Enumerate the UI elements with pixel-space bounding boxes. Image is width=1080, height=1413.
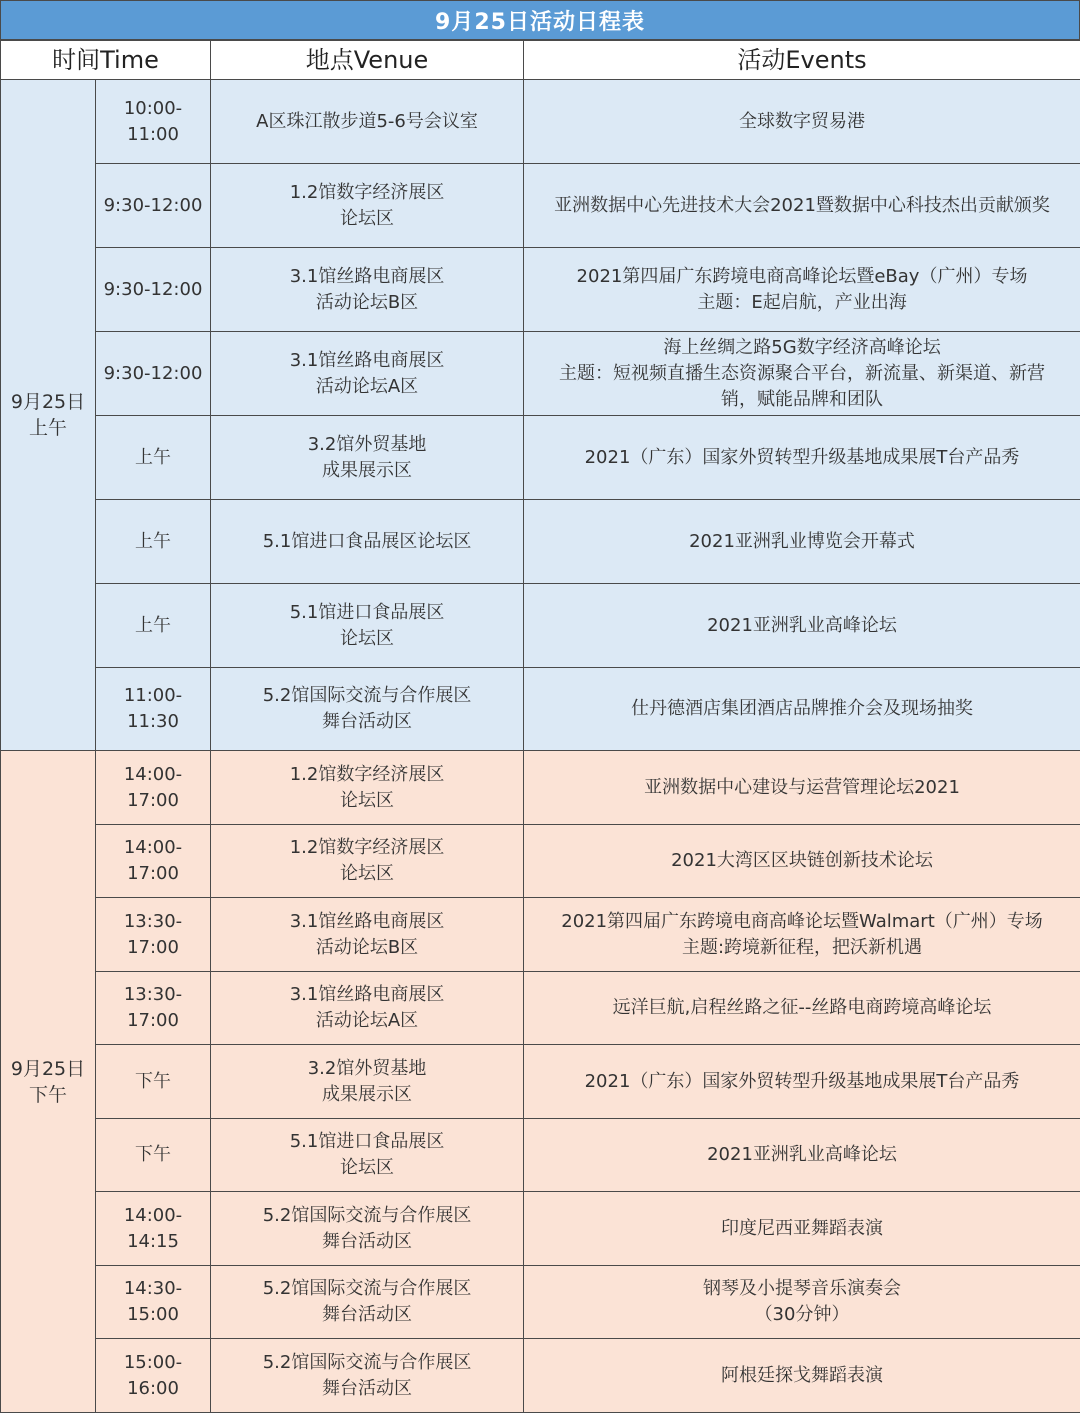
schedule-row <box>1 416 1080 500</box>
text-line: 成果展示区 <box>217 1082 517 1108</box>
schedule-row <box>1 500 1080 584</box>
text-line: 5.2馆国际交流与合作展区 <box>217 1276 517 1302</box>
text-line: 论坛区 <box>217 1155 517 1181</box>
event-cell <box>524 972 1080 1045</box>
text-line: 5.1馆进口食品展区论坛区 <box>217 529 517 555</box>
text-line: 3.1馆丝路电商展区 <box>217 909 517 935</box>
event-cell <box>524 898 1080 972</box>
text-line: 9月25日 <box>7 389 89 415</box>
text-line: 舞台活动区 <box>217 1376 517 1402</box>
text-line: 销，赋能品牌和团队 <box>530 387 1074 413</box>
text-line: 5.2馆国际交流与合作展区 <box>217 1203 517 1229</box>
event-cell <box>524 416 1080 500</box>
text-line: 2021大湾区区块链创新技术论坛 <box>530 848 1074 874</box>
event-cell <box>524 1045 1080 1119</box>
event-cell <box>524 1339 1080 1413</box>
text-line: 3.2馆外贸基地 <box>217 432 517 458</box>
text-line: 2021亚洲乳业博览会开幕式 <box>530 529 1074 555</box>
text-line: 亚洲数据中心建设与运营管理论坛2021 <box>530 775 1074 801</box>
schedule-row <box>1 898 1080 972</box>
schedule-row <box>1 1119 1080 1192</box>
venue-cell <box>211 1339 524 1413</box>
event-cell <box>524 80 1080 164</box>
event-cell <box>524 164 1080 248</box>
venue-cell <box>211 80 524 164</box>
text-line: 3.1馆丝路电商展区 <box>217 348 517 374</box>
text-line: 论坛区 <box>217 626 517 652</box>
time-cell: 14:30-15:00 <box>96 1266 211 1339</box>
header-venue: 地点Venue <box>211 41 524 80</box>
schedule-row <box>1 972 1080 1045</box>
schedule-row <box>1 751 1080 825</box>
time-cell: 14:00-17:00 <box>96 751 211 825</box>
text-line: 亚洲数据中心先进技术大会2021暨数据中心科技杰出贡献颁奖 <box>530 193 1074 219</box>
text-line: 上午 <box>7 415 89 441</box>
time-cell: 10:00-11:00 <box>96 80 211 164</box>
venue-cell <box>211 1045 524 1119</box>
text-line: 5.2馆国际交流与合作展区 <box>217 683 517 709</box>
event-cell <box>524 1192 1080 1266</box>
schedule-row <box>1 1339 1080 1413</box>
text-line: 5.1馆进口食品展区 <box>217 1129 517 1155</box>
text-line: A区珠江散步道5-6号会议室 <box>217 109 517 135</box>
event-cell <box>524 1266 1080 1339</box>
venue-cell <box>211 825 524 898</box>
event-cell <box>524 584 1080 668</box>
schedule-row <box>1 248 1080 332</box>
time-cell: 11:00-11:30 <box>96 668 211 751</box>
header-time: 时间Time <box>1 41 211 80</box>
schedule-row <box>1 1266 1080 1339</box>
text-line: 活动论坛B区 <box>217 935 517 961</box>
morning-day-label <box>1 80 96 751</box>
time-cell: 13:30-17:00 <box>96 972 211 1045</box>
text-line: 1.2馆数字经济展区 <box>217 762 517 788</box>
schedule-row <box>1 825 1080 898</box>
schedule-row <box>1 584 1080 668</box>
text-line: 阿根廷探戈舞蹈表演 <box>530 1363 1074 1389</box>
text-line: 论坛区 <box>217 206 517 232</box>
schedule-table <box>0 40 1080 1413</box>
time-cell: 下午 <box>96 1045 211 1119</box>
venue-cell <box>211 416 524 500</box>
text-line: 远洋巨航,启程丝路之征--丝路电商跨境高峰论坛 <box>530 995 1074 1021</box>
text-line: 3.1馆丝路电商展区 <box>217 982 517 1008</box>
text-line: 3.2馆外贸基地 <box>217 1056 517 1082</box>
schedule-row <box>1 332 1080 416</box>
event-cell <box>524 751 1080 825</box>
text-line: 5.2馆国际交流与合作展区 <box>217 1350 517 1376</box>
header-row <box>1 41 1080 80</box>
schedule-row <box>1 80 1080 164</box>
text-line: （30分钟） <box>530 1302 1074 1328</box>
text-line: 主题：短视频直播生态资源聚合平台，新流量、新渠道、新营 <box>530 361 1074 387</box>
time-cell: 9:30-12:00 <box>96 332 211 416</box>
venue-cell <box>211 1119 524 1192</box>
header-events: 活动Events <box>524 41 1080 80</box>
schedule-row <box>1 1045 1080 1119</box>
text-line: 2021亚洲乳业高峰论坛 <box>530 1142 1074 1168</box>
schedule-body <box>1 80 1080 1413</box>
event-cell <box>524 500 1080 584</box>
text-line: 舞台活动区 <box>217 1229 517 1255</box>
time-cell: 14:00-14:15 <box>96 1192 211 1266</box>
time-cell: 9:30-12:00 <box>96 248 211 332</box>
text-line: 9月25日 <box>7 1056 89 1082</box>
venue-cell <box>211 332 524 416</box>
venue-cell <box>211 164 524 248</box>
text-line: 活动论坛B区 <box>217 290 517 316</box>
text-line: 2021第四届广东跨境电商高峰论坛暨eBay（广州）专场 <box>530 264 1074 290</box>
text-line: 1.2馆数字经济展区 <box>217 180 517 206</box>
afternoon-day-label <box>1 751 96 1413</box>
text-line: 钢琴及小提琴音乐演奏会 <box>530 1276 1074 1302</box>
schedule-title: 9月25日活动日程表 <box>0 0 1080 40</box>
time-cell: 13:30-17:00 <box>96 898 211 972</box>
text-line: 舞台活动区 <box>217 1302 517 1328</box>
text-line: 2021（广东）国家外贸转型升级基地成果展T台产品秀 <box>530 1069 1074 1095</box>
venue-cell <box>211 751 524 825</box>
event-cell <box>524 248 1080 332</box>
text-line: 舞台活动区 <box>217 709 517 735</box>
venue-cell <box>211 500 524 584</box>
text-line: 2021第四届广东跨境电商高峰论坛暨Walmart（广州）专场 <box>530 909 1074 935</box>
time-cell: 上午 <box>96 584 211 668</box>
text-line: 下午 <box>7 1082 89 1108</box>
event-cell <box>524 332 1080 416</box>
text-line: 论坛区 <box>217 861 517 887</box>
text-line: 海上丝绸之路5G数字经济高峰论坛 <box>530 335 1074 361</box>
text-line: 主题:跨境新征程，把沃新机遇 <box>530 935 1074 961</box>
text-line: 全球数字贸易港 <box>530 109 1074 135</box>
schedule-row <box>1 164 1080 248</box>
text-line: 3.1馆丝路电商展区 <box>217 264 517 290</box>
event-cell <box>524 668 1080 751</box>
venue-cell <box>211 1192 524 1266</box>
schedule-row <box>1 1192 1080 1266</box>
text-line: 2021（广东）国家外贸转型升级基地成果展T台产品秀 <box>530 445 1074 471</box>
time-cell: 上午 <box>96 416 211 500</box>
time-cell: 9:30-12:00 <box>96 164 211 248</box>
time-cell: 上午 <box>96 500 211 584</box>
venue-cell <box>211 584 524 668</box>
venue-cell <box>211 1266 524 1339</box>
text-line: 1.2馆数字经济展区 <box>217 835 517 861</box>
event-cell <box>524 1119 1080 1192</box>
event-cell <box>524 825 1080 898</box>
venue-cell <box>211 668 524 751</box>
text-line: 活动论坛A区 <box>217 1008 517 1034</box>
venue-cell <box>211 972 524 1045</box>
time-cell: 15:00-16:00 <box>96 1339 211 1413</box>
text-line: 仕丹德酒店集团酒店品牌推介会及现场抽奖 <box>530 696 1074 722</box>
text-line: 5.1馆进口食品展区 <box>217 600 517 626</box>
time-cell: 下午 <box>96 1119 211 1192</box>
text-line: 成果展示区 <box>217 458 517 484</box>
text-line: 活动论坛A区 <box>217 374 517 400</box>
text-line: 论坛区 <box>217 788 517 814</box>
time-cell: 14:00-17:00 <box>96 825 211 898</box>
schedule-row <box>1 668 1080 751</box>
venue-cell <box>211 248 524 332</box>
text-line: 印度尼西亚舞蹈表演 <box>530 1216 1074 1242</box>
venue-cell <box>211 898 524 972</box>
text-line: 主题：E起启航，产业出海 <box>530 290 1074 316</box>
text-line: 2021亚洲乳业高峰论坛 <box>530 613 1074 639</box>
